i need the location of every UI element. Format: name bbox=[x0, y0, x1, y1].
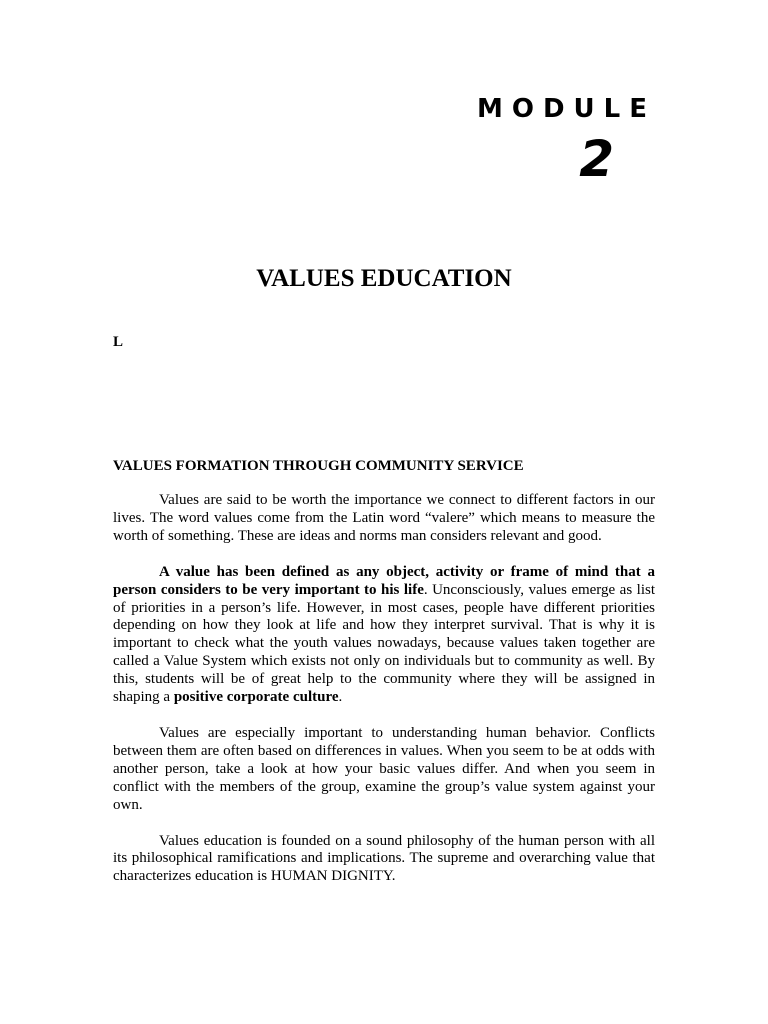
document-body bbox=[113, 457, 655, 904]
paragraph-1: Values are said to be worth the importance we connect to different factors in our lives. The word values come from the Latin word “valere” which means to measure the worth of something. These are ideas and norms man considers relevant and good. bbox=[113, 492, 655, 544]
module-number: 2 bbox=[579, 130, 614, 188]
corporate-culture-emphasis: positive corporate culture bbox=[173, 689, 339, 706]
section-heading: VALUES FORMATION THROUGH COMMUNITY SERVICE bbox=[113, 458, 524, 474]
page-title: VALUES EDUCATION bbox=[256, 265, 512, 292]
definition-emphasis: A value has been defined as any object, activity or frame of mind that a person considers to be very important to his life bbox=[113, 563, 655, 598]
paragraph-3: Values are especially important to understanding human behavior. Conflicts between them are often based on differences in values. When you seem to be at odds with another person, take a look at how your basic values differ. And when you seem in conflict with the members of the group, examine the group’s value system against your own. bbox=[113, 724, 655, 813]
paragraph-2-end: . bbox=[338, 689, 343, 706]
module-label: MODULE bbox=[477, 94, 656, 124]
paragraph-4: Values education is founded on a sound philosophy of the human person with all its philosophical ramifications and implications. The supreme and overarching value that characterizes education is HUMAN DIGNITY. bbox=[113, 832, 655, 885]
paragraph-2 bbox=[113, 564, 655, 707]
paragraph-2-body: . Unconsciously, values emerge as list of priorities in a person’s life. However, in most cases, people have different priorities depending on how they look at life and how they interpret survival. That is why it is important to check what the youth values nowadays, because values taken together are called a Value System which exists not only on individuals but to community as well. By this, students will be of great help to the community where they will be assigned in shaping a bbox=[113, 581, 655, 706]
stray-letter: L bbox=[113, 334, 124, 350]
